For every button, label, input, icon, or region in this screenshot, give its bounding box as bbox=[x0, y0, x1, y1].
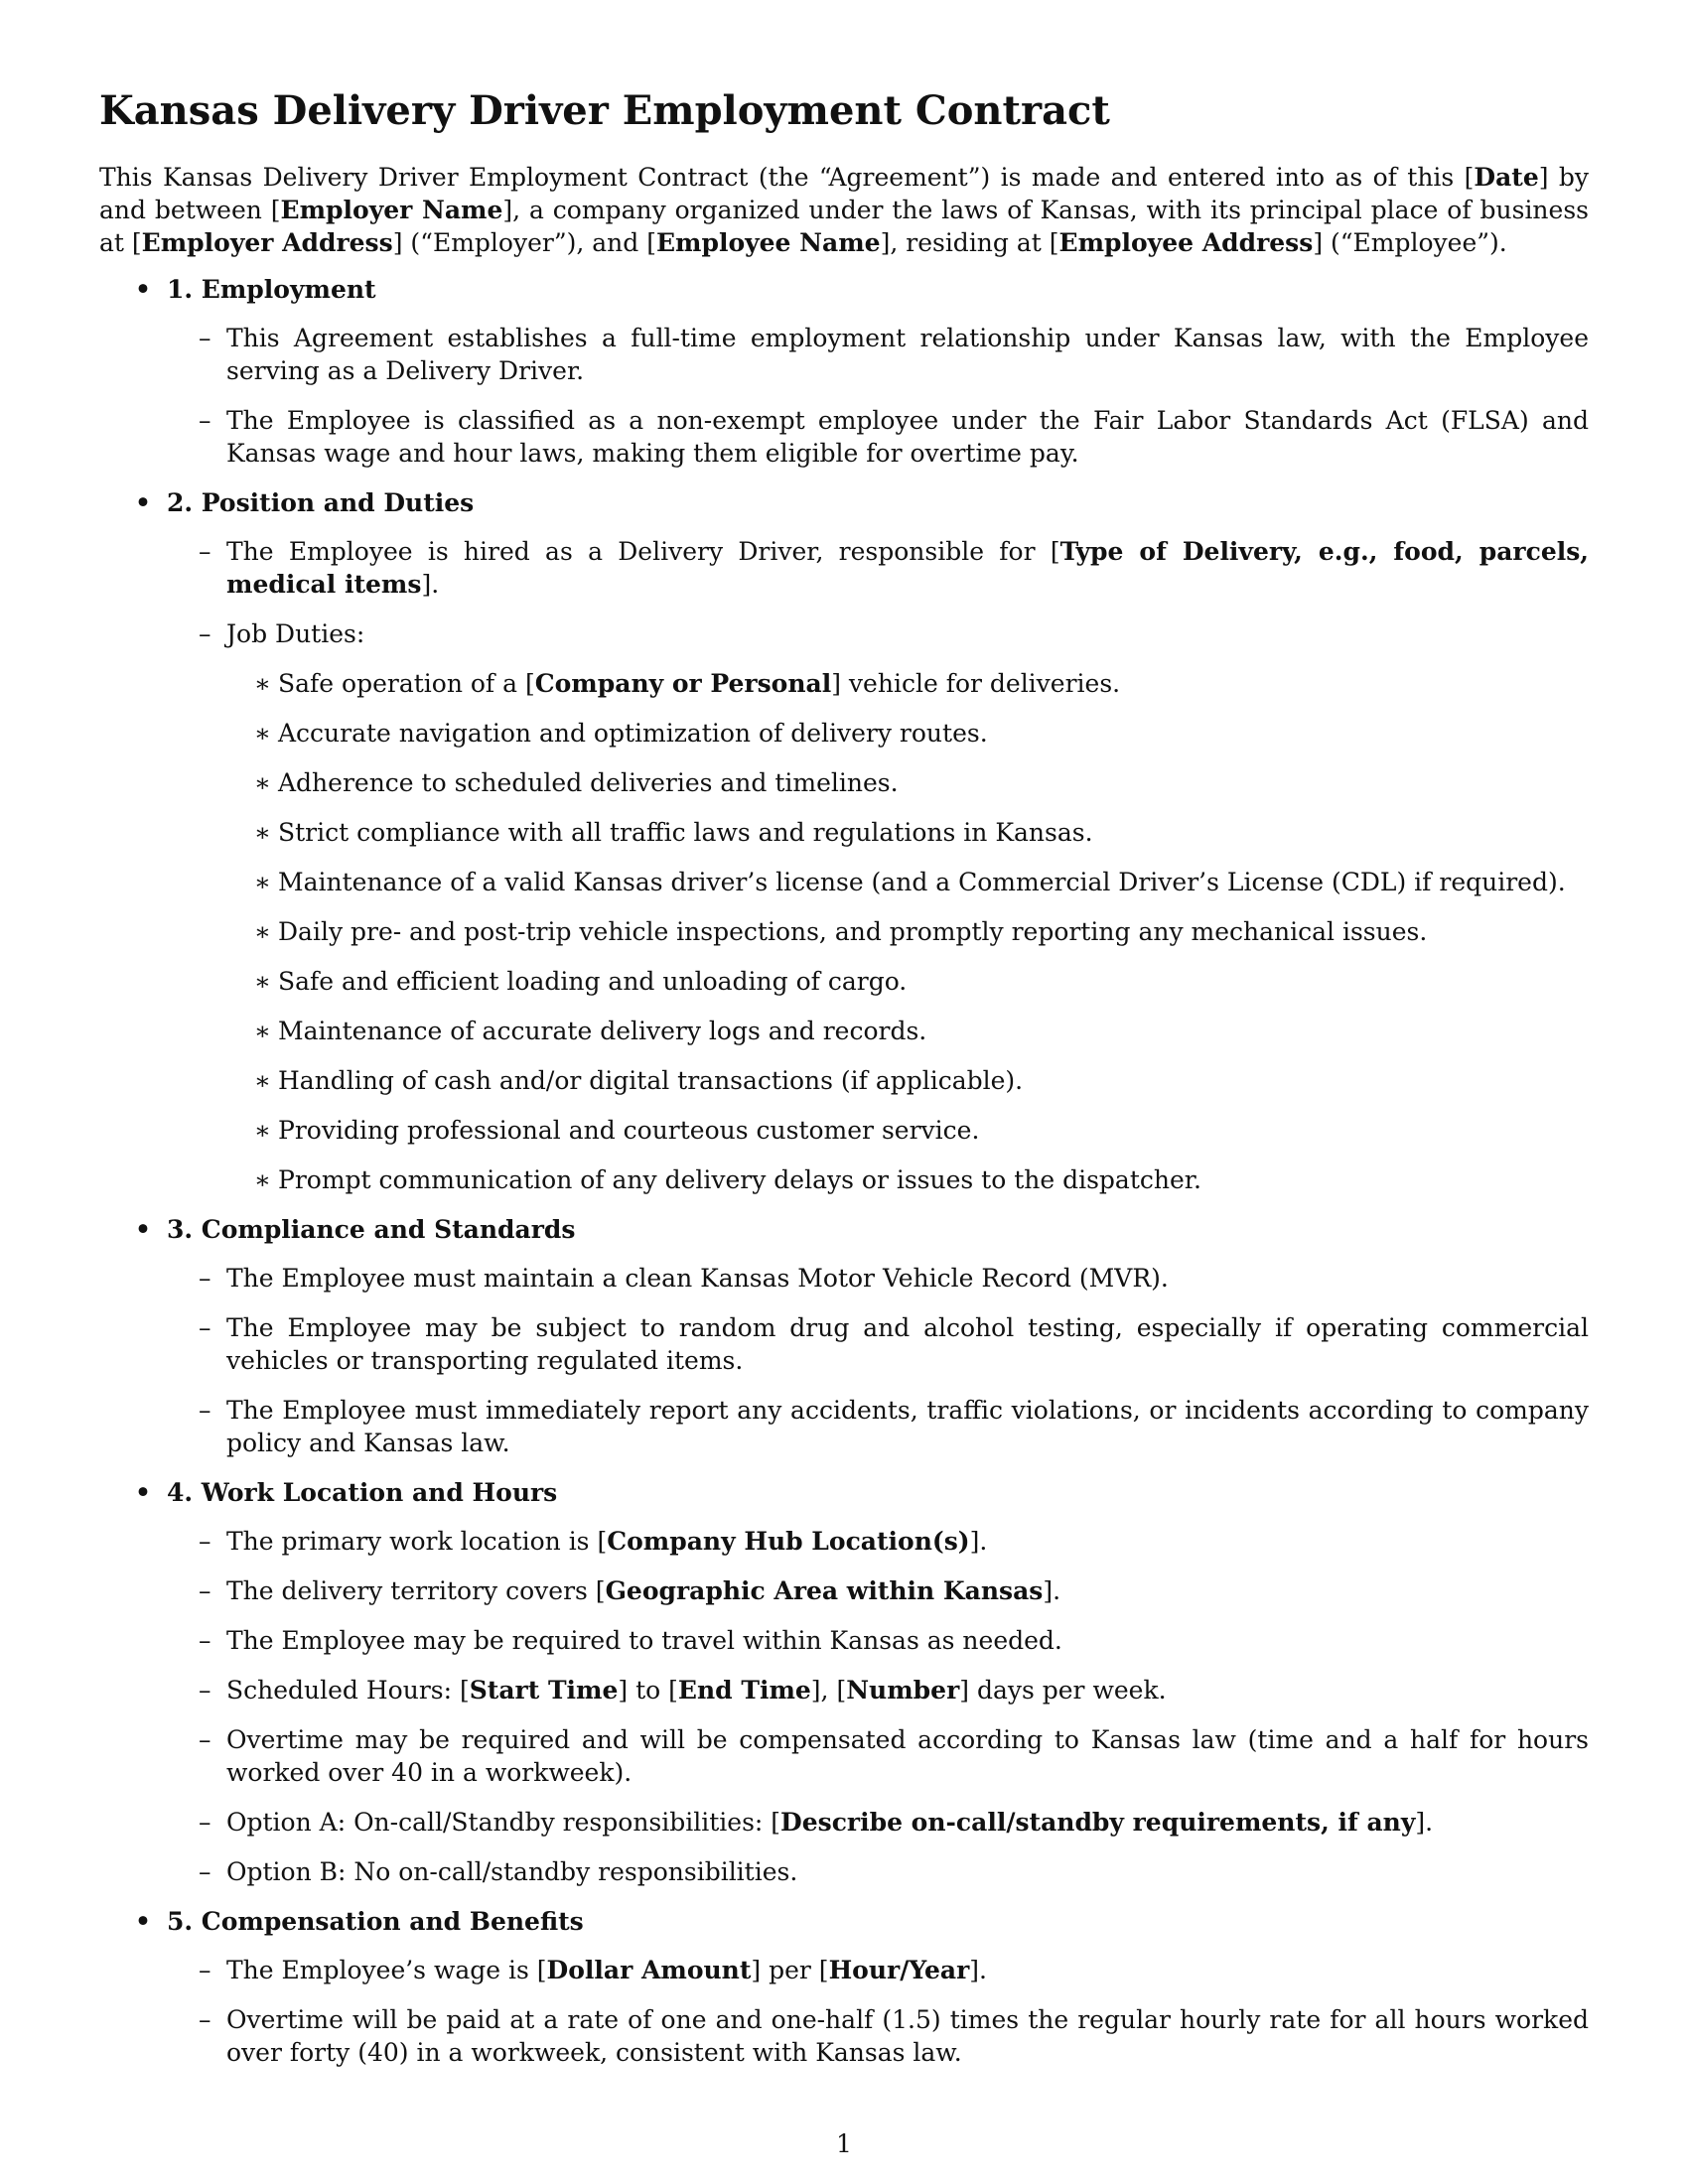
item-text: ] vehicle for deliveries. bbox=[831, 669, 1121, 698]
hub-location-placeholder: Company Hub Location(s) bbox=[607, 1527, 970, 1556]
item-text: ]. bbox=[969, 1527, 988, 1556]
item-text: Strict compliance with all traffic laws and regulations in Kansas. bbox=[278, 818, 1093, 847]
section-title: 4. Work Location and Hours bbox=[167, 1478, 558, 1507]
number-placeholder: Number bbox=[846, 1676, 960, 1705]
dash-icon: – bbox=[199, 406, 211, 435]
item-text: The Employee must maintain a clean Kansas Motor Vehicle Record (MVR). bbox=[226, 1264, 1169, 1293]
start-time-placeholder: Start Time bbox=[469, 1676, 619, 1705]
item-text: ] days per week. bbox=[959, 1676, 1167, 1705]
list-item bbox=[167, 2003, 1589, 2069]
list-item bbox=[167, 1574, 1589, 1607]
section-title: 5. Compensation and Benefits bbox=[167, 1907, 584, 1936]
employer-name-placeholder: Employer Name bbox=[280, 196, 503, 224]
section-title: 3. Compliance and Standards bbox=[167, 1215, 576, 1244]
item-text: Overtime will be paid at a rate of one and one-half (1.5) times the regular hourly rate for all hours worked over forty (40) in a workweek, consistent with Kansas law. bbox=[226, 2005, 1589, 2067]
on-call-placeholder: Describe on-call/standby requirements, if any bbox=[780, 1808, 1416, 1837]
employer-address-placeholder: Employer Address bbox=[141, 228, 393, 257]
page-title: Kansas Delivery Driver Employment Contract bbox=[99, 87, 1110, 134]
item-text: ] per [ bbox=[751, 1956, 829, 1984]
item-text: The Employee may be subject to random drug and alcohol testing, especially if operating commercial vehicles or transporting regulated items. bbox=[226, 1313, 1589, 1375]
bullet-icon: • bbox=[135, 1215, 151, 1244]
date-placeholder: Date bbox=[1474, 163, 1539, 192]
asterisk-icon: ∗ bbox=[254, 917, 271, 946]
page-number: 1 bbox=[836, 2129, 852, 2158]
intro-text: ] (“Employee”). bbox=[1313, 228, 1507, 257]
item-text: This Agreement establishes a full-time employment relationship under Kansas law, with the Employee serving as a Delivery Driver. bbox=[226, 324, 1589, 385]
dash-icon: – bbox=[199, 1576, 211, 1605]
list-item bbox=[167, 404, 1589, 470]
duty-item bbox=[226, 1163, 1589, 1196]
section-title: 1. Employment bbox=[167, 275, 376, 304]
item-text: Adherence to scheduled deliveries and timelines. bbox=[278, 768, 899, 797]
dash-icon: – bbox=[199, 537, 211, 566]
dash-icon: – bbox=[199, 619, 211, 648]
delivery-type-placeholder: Type of Delivery, e.g., food, parcels, medical items bbox=[226, 537, 1590, 599]
list-item bbox=[167, 322, 1589, 387]
duty-item bbox=[226, 866, 1589, 898]
intro-text: ] by and between [ bbox=[99, 163, 1589, 224]
item-text: ] to [ bbox=[618, 1676, 678, 1705]
list-item bbox=[167, 1525, 1589, 1558]
asterisk-icon: ∗ bbox=[254, 669, 271, 698]
item-text: Daily pre- and post-trip vehicle inspections, and promptly reporting any mechanical issues. bbox=[278, 917, 1428, 946]
duty-item bbox=[226, 1015, 1589, 1047]
list-item bbox=[167, 1954, 1589, 1986]
list-item bbox=[167, 1311, 1589, 1377]
dash-icon: – bbox=[199, 1396, 211, 1425]
duty-item bbox=[226, 667, 1589, 700]
duty-item bbox=[226, 965, 1589, 998]
duty-item bbox=[226, 1064, 1589, 1097]
dash-icon: – bbox=[199, 1956, 211, 1984]
asterisk-icon: ∗ bbox=[254, 1165, 271, 1194]
item-text: The Employee is hired as a Delivery Driver, responsible for [ bbox=[226, 537, 1060, 566]
employee-name-placeholder: Employee Name bbox=[655, 228, 881, 257]
dash-icon: – bbox=[199, 324, 211, 352]
section-work-location-hours bbox=[99, 1476, 1589, 1888]
item-text: The Employee may be required to travel within Kansas as needed. bbox=[226, 1626, 1062, 1655]
duty-item bbox=[226, 766, 1589, 799]
bullet-icon: • bbox=[135, 488, 151, 517]
dash-icon: – bbox=[199, 1725, 211, 1754]
item-text: Maintenance of accurate delivery logs and records. bbox=[278, 1017, 927, 1045]
duty-item bbox=[226, 915, 1589, 948]
dash-icon: – bbox=[199, 1857, 211, 1886]
item-text: ]. bbox=[1415, 1808, 1434, 1837]
dash-icon: – bbox=[199, 1527, 211, 1556]
bullet-icon: • bbox=[135, 1478, 151, 1507]
item-text: Overtime may be required and will be compensated according to Kansas law (time and a half for hours worked over 40 in a workweek). bbox=[226, 1725, 1589, 1787]
list-item bbox=[167, 1262, 1589, 1295]
asterisk-icon: ∗ bbox=[254, 818, 271, 847]
bullet-icon: • bbox=[135, 275, 151, 304]
item-text: The delivery territory covers [ bbox=[226, 1576, 606, 1605]
dash-icon: – bbox=[199, 2005, 211, 2034]
dash-icon: – bbox=[199, 1808, 211, 1837]
dash-icon: – bbox=[199, 1626, 211, 1655]
asterisk-icon: ∗ bbox=[254, 868, 271, 896]
end-time-placeholder: End Time bbox=[677, 1676, 811, 1705]
asterisk-icon: ∗ bbox=[254, 768, 271, 797]
vehicle-type-placeholder: Company or Personal bbox=[534, 669, 832, 698]
bullet-icon: • bbox=[135, 1907, 151, 1936]
item-text: The Employee is classified as a non-exempt employee under the Fair Labor Standards Act (FLSA) and Kansas wage and hour laws, making them eligible for overtime pay. bbox=[226, 406, 1589, 468]
section-compensation bbox=[99, 1905, 1589, 2069]
section-position-duties bbox=[99, 486, 1589, 1196]
geographic-area-placeholder: Geographic Area within Kansas bbox=[605, 1576, 1044, 1605]
dollar-amount-placeholder: Dollar Amount bbox=[546, 1956, 752, 1984]
asterisk-icon: ∗ bbox=[254, 1116, 271, 1145]
job-duties-label: Job Duties: bbox=[226, 619, 365, 648]
employee-address-placeholder: Employee Address bbox=[1058, 228, 1314, 257]
item-text: Safe and efficient loading and unloading of cargo. bbox=[278, 967, 908, 996]
item-text: Prompt communication of any delivery delays or issues to the dispatcher. bbox=[278, 1165, 1201, 1194]
item-text: ]. bbox=[421, 570, 440, 599]
list-item bbox=[167, 1674, 1589, 1706]
item-text: The Employee’s wage is [ bbox=[226, 1956, 547, 1984]
intro-text: This Kansas Delivery Driver Employment Contract (the “Agreement”) is made and entered into as of this [ bbox=[99, 163, 1475, 192]
item-text: ]. bbox=[969, 1956, 987, 1984]
list-item bbox=[167, 1855, 1589, 1888]
list-item bbox=[167, 1723, 1589, 1789]
dash-icon: – bbox=[199, 1313, 211, 1342]
section-list bbox=[99, 273, 1589, 2069]
item-text: Option A: On-call/Standby responsibilities: [ bbox=[226, 1808, 781, 1837]
duty-item bbox=[226, 717, 1589, 750]
asterisk-icon: ∗ bbox=[254, 1066, 271, 1095]
list-item bbox=[167, 1624, 1589, 1657]
duty-item bbox=[226, 816, 1589, 849]
list-item bbox=[167, 1394, 1589, 1459]
item-text: Providing professional and courteous customer service. bbox=[278, 1116, 980, 1145]
item-text: Scheduled Hours: [ bbox=[226, 1676, 470, 1705]
asterisk-icon: ∗ bbox=[254, 967, 271, 996]
item-text: The Employee must immediately report any accidents, traffic violations, or incidents according to company policy and Kansas law. bbox=[226, 1396, 1589, 1457]
list-item-job-duties bbox=[167, 617, 1589, 1196]
intro-text: ], residing at [ bbox=[880, 228, 1059, 257]
item-text: ], [ bbox=[810, 1676, 847, 1705]
dash-icon: – bbox=[199, 1676, 211, 1705]
intro-text: ] (“Employer”), and [ bbox=[392, 228, 656, 257]
duty-item bbox=[226, 1114, 1589, 1147]
intro-text: ], a company organized under the laws of Kansas, with its principal place of business at [ bbox=[99, 196, 1589, 257]
item-text: The primary work location is [ bbox=[226, 1527, 608, 1556]
asterisk-icon: ∗ bbox=[254, 719, 271, 748]
item-text: Maintenance of a valid Kansas driver’s license (and a Commercial Driver’s License (CDL) if required). bbox=[278, 868, 1566, 896]
intro-paragraph bbox=[99, 161, 1589, 259]
list-item bbox=[167, 535, 1589, 601]
section-employment bbox=[99, 273, 1589, 470]
item-text: Accurate navigation and optimization of delivery routes. bbox=[278, 719, 988, 748]
list-item bbox=[167, 1806, 1589, 1839]
section-compliance bbox=[99, 1213, 1589, 1459]
item-text: ]. bbox=[1043, 1576, 1061, 1605]
hour-year-placeholder: Hour/Year bbox=[828, 1956, 970, 1984]
dash-icon: – bbox=[199, 1264, 211, 1293]
asterisk-icon: ∗ bbox=[254, 1017, 271, 1045]
item-text: Handling of cash and/or digital transactions (if applicable). bbox=[278, 1066, 1024, 1095]
item-text: Option B: No on-call/standby responsibilities. bbox=[226, 1857, 798, 1886]
item-text: Safe operation of a [ bbox=[278, 669, 535, 698]
section-title: 2. Position and Duties bbox=[167, 488, 475, 517]
